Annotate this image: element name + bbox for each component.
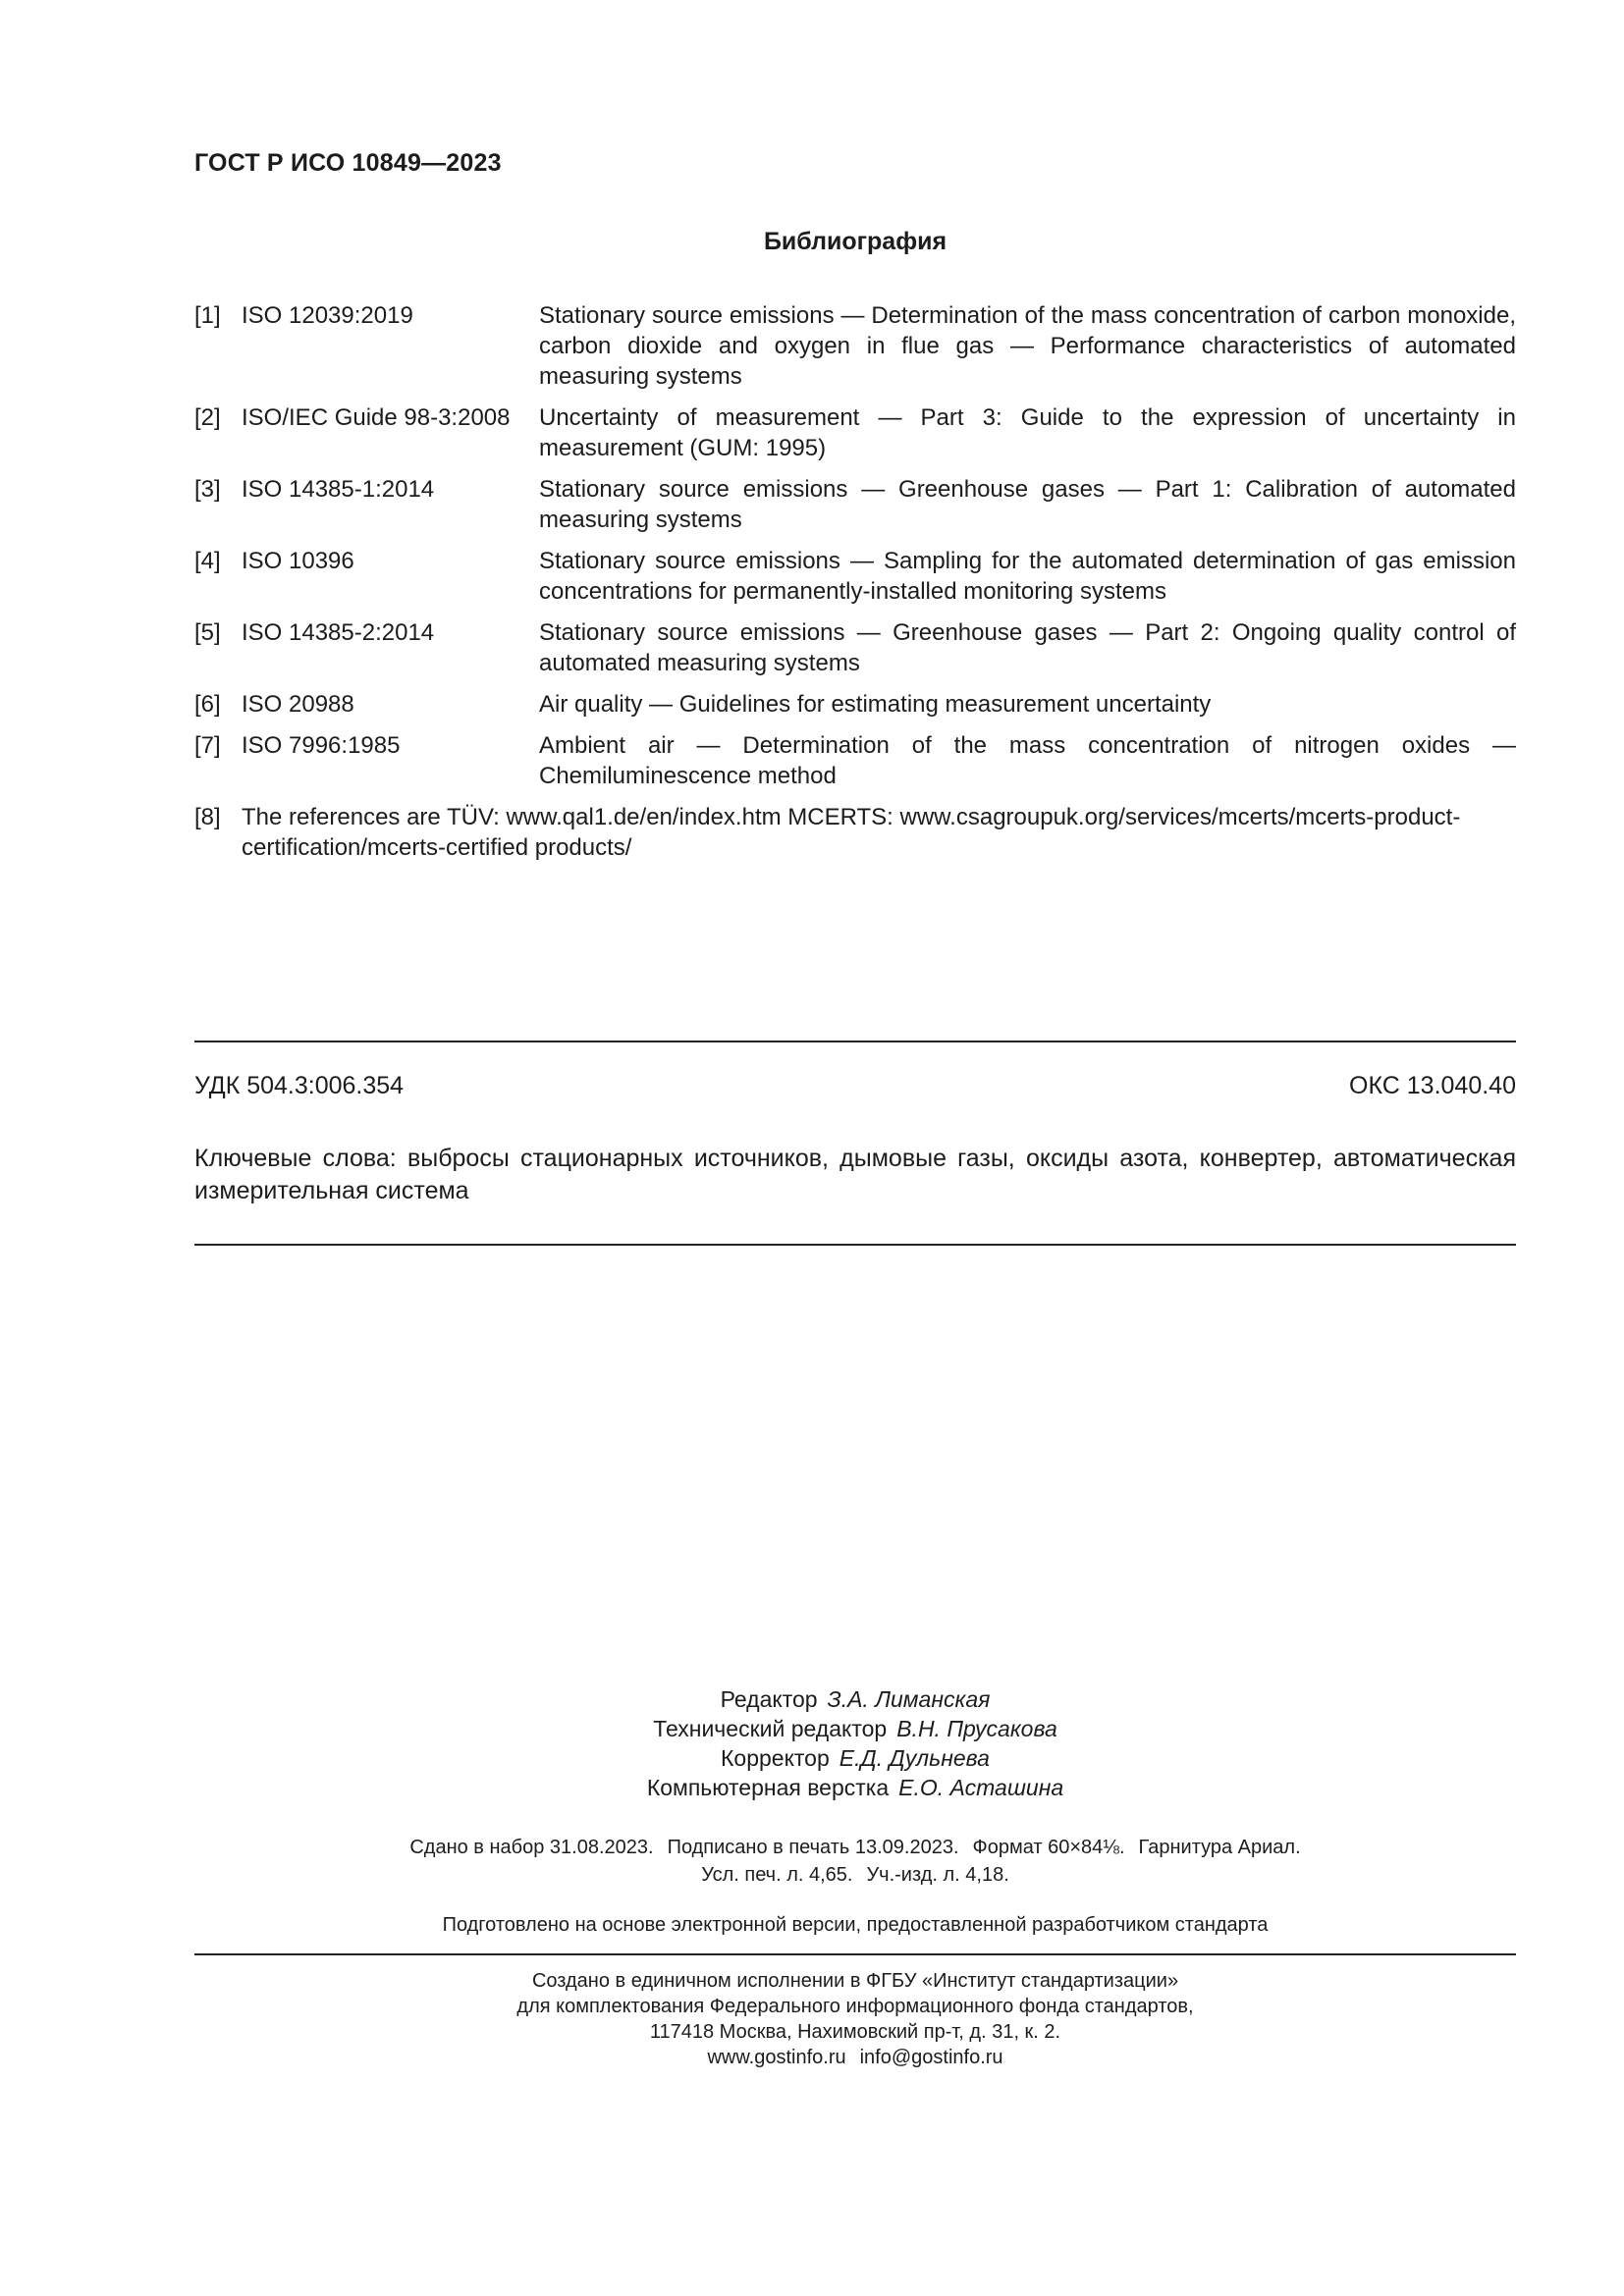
credit-layout (194, 1773, 1516, 1802)
footer-contacts (194, 2045, 1516, 2070)
entry-title: Stationary source emissions — Determination of the mass concentration of carbon monoxide, carbon dioxide and oxygen in flue gas — Performance characteristics of automated measuring systems (539, 302, 1516, 390)
footer-line-1: Создано в единичном исполнении в ФГБУ «Институт стандартизации» (531, 1970, 1179, 1992)
footer-line-2: для комплектования Федерального информационного фонда стандартов, (516, 1996, 1194, 2017)
entry-title: Air quality — Guidelines for estimating measurement uncertainty (539, 691, 1212, 718)
divider-keywords (194, 1244, 1516, 1246)
bibliography-title: Библиография (763, 228, 947, 255)
entry-number: [1] (194, 302, 221, 329)
entry-title: Ambient air — Determination of the mass concentration of nitrogen oxides — Chemiluminescence method (539, 732, 1516, 789)
bibliography-entry (194, 474, 1516, 535)
entry-code: ISO 14385-1:2014 (242, 476, 435, 503)
keywords-paragraph: Ключевые слова: выбросы стационарных источников, дымовые газы, оксиды азота, конвертер, автоматическая измерительная система (194, 1145, 1516, 1204)
bibliography-entry (194, 802, 1516, 863)
entry-number: [3] (194, 476, 221, 503)
entry-number: [8] (194, 804, 221, 830)
entry-title: Stationary source emissions — Sampling for the automated determination of gas emission concentrations for permanently-installed monitoring systems (539, 548, 1516, 605)
divider-top (194, 1041, 1516, 1042)
entry-title: Stationary source emissions — Greenhouse gases — Part 2: Ongoing quality control of automated measuring systems (539, 619, 1516, 676)
udk-code: УДК 504.3:006.354 (194, 1072, 405, 1099)
credit-label: Технический редактор (653, 1716, 888, 1741)
document-id-header: ГОСТ Р ИСО 10849—2023 (194, 149, 502, 177)
credit-corrector (194, 1743, 1516, 1773)
print-typeface: Гарнитура Ариал. (1138, 1837, 1301, 1858)
entry-number: [4] (194, 548, 221, 574)
credits-block (194, 1684, 1516, 1802)
entry-code: ISO 7996:1985 (242, 732, 401, 759)
credit-name: В.Н. Прусакова (896, 1716, 1057, 1741)
entry-references-text: The references are TÜV: www.qal1.de/en/index.htm MCERTS: www.csagroupuk.org/services/mcerts/mcerts-product-certification/mcerts-certified products/ (242, 804, 1461, 861)
bibliography-entry (194, 300, 1516, 392)
credit-label: Компьютерная верстка (646, 1775, 890, 1800)
credit-name: Е.О. Асташина (898, 1775, 1064, 1800)
entry-title: Stationary source emissions — Greenhouse gases — Part 1: Calibration of automated measuring systems (539, 476, 1516, 533)
credit-tech-editor (194, 1714, 1516, 1743)
bibliography-entry (194, 546, 1516, 607)
credit-editor (194, 1684, 1516, 1714)
print-format: Формат 60×84⅛. (972, 1837, 1125, 1858)
credit-name: Е.Д. Дульнева (839, 1745, 990, 1771)
bibliography-entry (194, 402, 1516, 463)
entry-code: ISO 14385-2:2014 (242, 619, 435, 646)
entry-title: Uncertainty of measurement — Part 3: Guide to the expression of uncertainty in measurement (GUM: 1995) (539, 404, 1516, 461)
publishing-sheets: Уч.-изд. л. 4,18. (866, 1864, 1009, 1886)
divider-footer (194, 1953, 1516, 1955)
publisher-footer (194, 1968, 1516, 2070)
document-page (194, 0, 1516, 2296)
print-info-block (194, 1834, 1516, 1889)
entry-number: [7] (194, 732, 221, 759)
entry-code: ISO 10396 (242, 548, 354, 574)
prepared-note: Подготовлено на основе электронной версии, предоставленной разработчиком стандарта (442, 1914, 1269, 1936)
credit-name: З.А. Лиманская (827, 1686, 991, 1712)
print-info-line-1 (194, 1834, 1516, 1861)
classification-row (194, 1072, 1516, 1100)
footer-address: 117418 Москва, Нахимовский пр-т, д. 31, к. 2. (649, 2021, 1061, 2043)
entry-code: ISO 20988 (242, 691, 354, 718)
entry-number: [5] (194, 619, 221, 646)
print-sent-date: Сдано в набор 31.08.2023. (409, 1837, 654, 1858)
entry-number: [6] (194, 691, 221, 718)
entry-code: ISO/IEC Guide 98-3:2008 (242, 404, 511, 431)
email-link[interactable]: info@gostinfo.ru (859, 2047, 1003, 2068)
bibliography-entry (194, 617, 1516, 678)
print-info-line-2 (194, 1861, 1516, 1889)
bibliography-list (194, 300, 1516, 874)
entry-number: [2] (194, 404, 221, 431)
oks-code: ОКС 13.040.40 (1349, 1072, 1516, 1099)
website-link[interactable]: www.gostinfo.ru (707, 2047, 846, 2068)
credit-label: Редактор (720, 1686, 818, 1712)
credit-label: Корректор (721, 1745, 830, 1771)
bibliography-entry (194, 689, 1516, 720)
print-signed-date: Подписано в печать 13.09.2023. (667, 1837, 959, 1858)
print-sheets: Усл. печ. л. 4,65. (701, 1864, 853, 1886)
bibliography-entry (194, 730, 1516, 791)
entry-code: ISO 12039:2019 (242, 302, 413, 329)
